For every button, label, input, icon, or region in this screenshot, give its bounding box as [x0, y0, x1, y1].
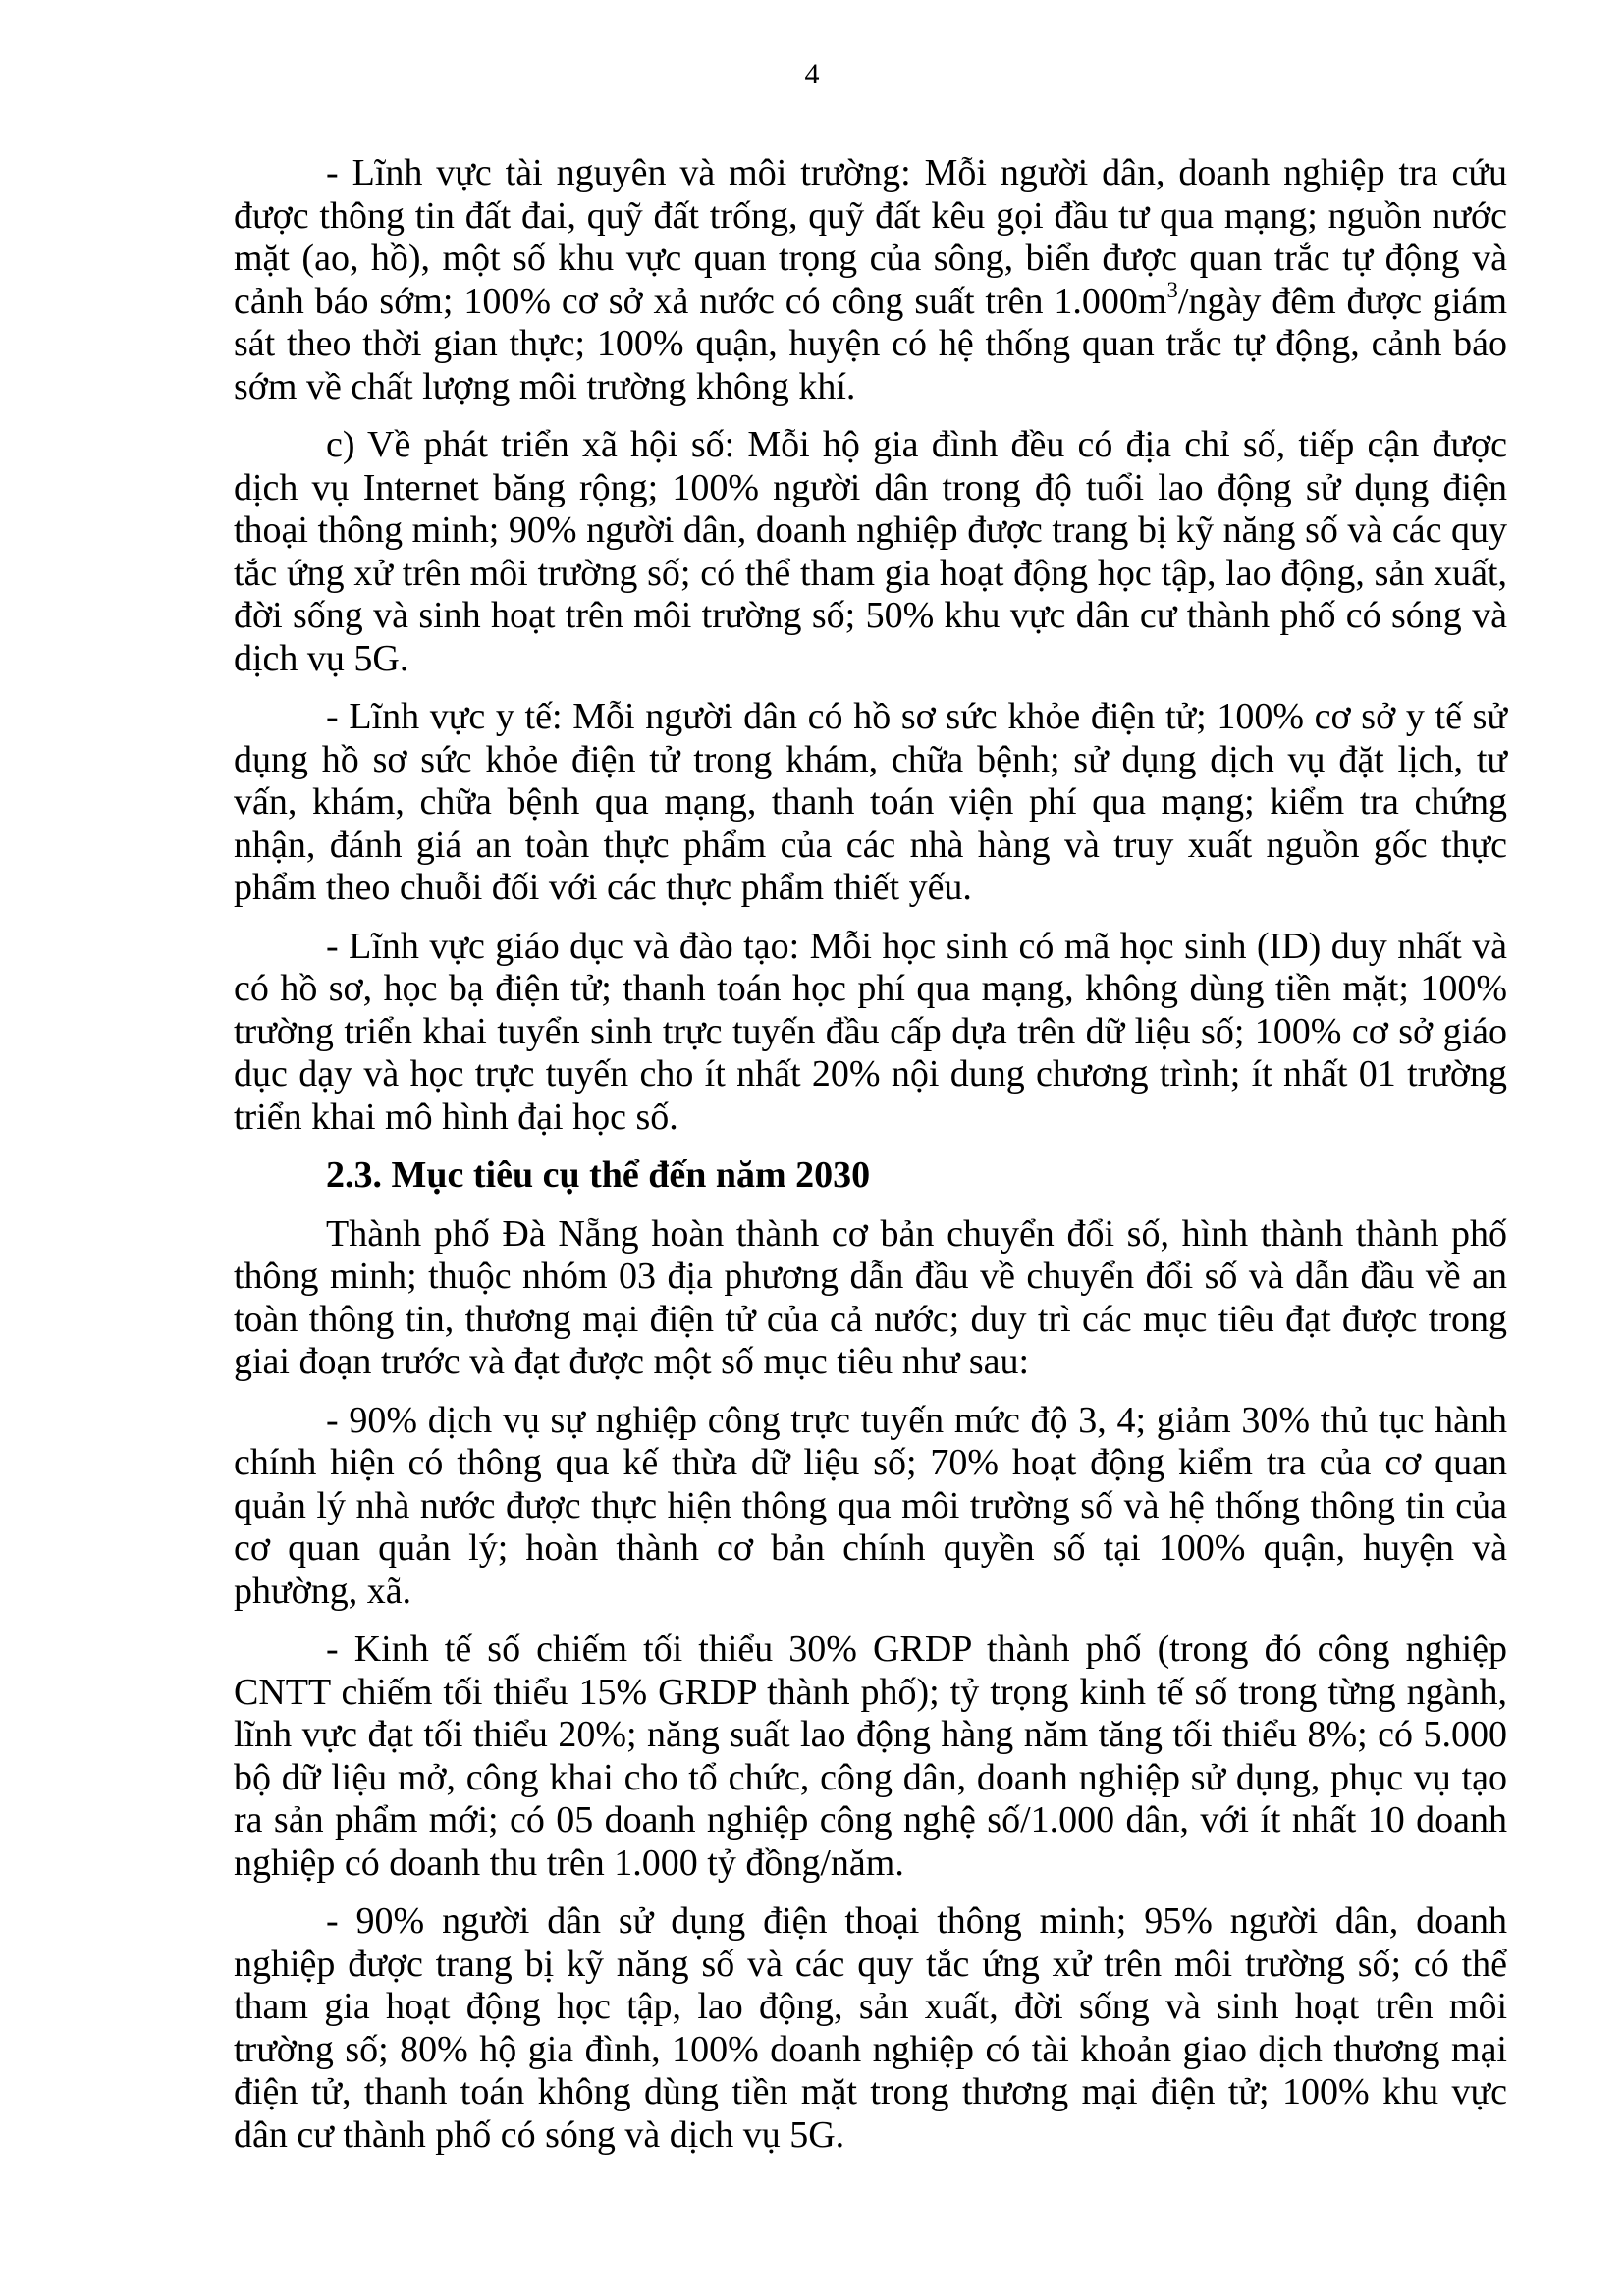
paragraph-environment-text: - Lĩnh vực tài nguyên và môi trường: Mỗi người dân, doanh nghiệp tra cứu được thông tin đất đai, quỹ đất trống, quỹ đất kêu gọi đầu tư qua mạng; nguồn nước mặt (ao, hồ), một số khu vực quan trọng của sông, biển được quan trắc tự động và cảnh báo sớm; 100% cơ sở xả nước có công suất trên 1.000m [234, 152, 1507, 322]
paragraph-smartphone-usage: - 90% người dân sử dụng điện thoại thông minh; 95% người dân, doanh nghiệp được trang bị kỹ năng số và các quy tắc ứng xử trên môi trường số; có thể tham gia hoạt động học tập, lao động, sản xuất, đời sống và sinh hoạt trên môi trường số; 80% hộ gia đình, 100% doanh nghiệp có tài khoản giao dịch thương mại điện tử, thanh toán không dùng tiền mặt trong thương mại điện tử; 100% khu vực dân cư thành phố có sóng và dịch vụ 5G. [234, 1900, 1507, 2156]
page-number: 4 [804, 58, 820, 90]
paragraph-public-services: - 90% dịch vụ sự nghiệp công trực tuyến mức độ 3, 4; giảm 30% thủ tục hành chính hiện có thông qua kế thừa dữ liệu số; 70% hoạt động kiểm tra của cơ quan quản lý nhà nước được thực hiện thông qua môi trường số và hệ thống thông tin của cơ quan quản lý; hoàn thành cơ bản chính quyền số tại 100% quận, huyện và phường, xã. [234, 1399, 1507, 1612]
paragraph-digital-society: c) Về phát triển xã hội số: Mỗi hộ gia đình đều có địa chỉ số, tiếp cận được dịch vụ Internet băng rộng; 100% người dân trong độ tuổi lao động sử dụng điện thoại thông minh; 90% người dân, doanh nghiệp được trang bị kỹ năng số và các quy tắc ứng xử trên môi trường số; có thể tham gia hoạt động học tập, lao động, sản xuất, đời sống và sinh hoạt trên môi trường số; 50% khu vực dân cư thành phố có sóng và dịch vụ 5G. [234, 424, 1507, 679]
document-body [234, 152, 1507, 2172]
paragraph-environment [234, 152, 1507, 408]
paragraph-digital-economy: - Kinh tế số chiếm tối thiểu 30% GRDP thành phố (trong đó công nghiệp CNTT chiếm tối thiểu 15% GRDP thành phố); tỷ trọng kinh tế số trong từng ngành, lĩnh vực đạt tối thiểu 20%; năng suất lao động hàng năm tăng tối thiểu 8%; có 5.000 bộ dữ liệu mở, công khai cho tổ chức, công dân, doanh nghiệp sử dụng, phục vụ tạo ra sản phẩm mới; có 05 doanh nghiệp công nghệ số/1.000 dân, với ít nhất 10 doanh nghiệp có doanh thu trên 1.000 tỷ đồng/năm. [234, 1629, 1507, 1884]
paragraph-health: - Lĩnh vực y tế: Mỗi người dân có hồ sơ sức khỏe điện tử; 100% cơ sở y tế sử dụng hồ sơ sức khỏe điện tử trong khám, chữa bệnh; sử dụng dịch vụ đặt lịch, tư vấn, khám, chữa bệnh qua mạng, thanh toán viện phí qua mạng; kiểm tra chứng nhận, đánh giá an toàn thực phẩm của các nhà hàng và truy xuất nguồn gốc thực phẩm theo chuỗi đối với các thực phẩm thiết yếu. [234, 696, 1507, 908]
paragraph-environment-tail: /ngày đêm được giám sát theo thời gian thực; 100% quận, huyện có hệ thống quan trắc tự động, cảnh báo sớm về chất lượng môi trường không khí. [234, 280, 1507, 407]
section-heading: 2.3. Mục tiêu cụ thể đến năm 2030 [326, 1154, 871, 1196]
paragraph-intro-2030: Thành phố Đà Nẵng hoàn thành cơ bản chuyển đổi số, hình thành thành phố thông minh; thuộc nhóm 03 địa phương dẫn đầu về chuyển đổi số và dẫn đầu về an toàn thông tin, thương mại điện tử của cả nước; duy trì các mục tiêu đạt được trong giai đoạn trước và đạt được một số mục tiêu như sau: [234, 1212, 1507, 1382]
paragraph-education: - Lĩnh vực giáo dục và đào tạo: Mỗi học sinh có mã học sinh (ID) duy nhất và có hồ sơ, học bạ điện tử; thanh toán học phí qua mạng, không dùng tiền mặt; 100% trường triển khai tuyển sinh trực tuyến đầu cấp dựa trên dữ liệu số; 100% cơ sở giáo dục dạy và học trực tuyến cho ít nhất 20% nội dung chương trình; ít nhất 01 trường triển khai mô hình đại học số. [234, 925, 1507, 1138]
superscript-cubic: 3 [1166, 277, 1178, 302]
